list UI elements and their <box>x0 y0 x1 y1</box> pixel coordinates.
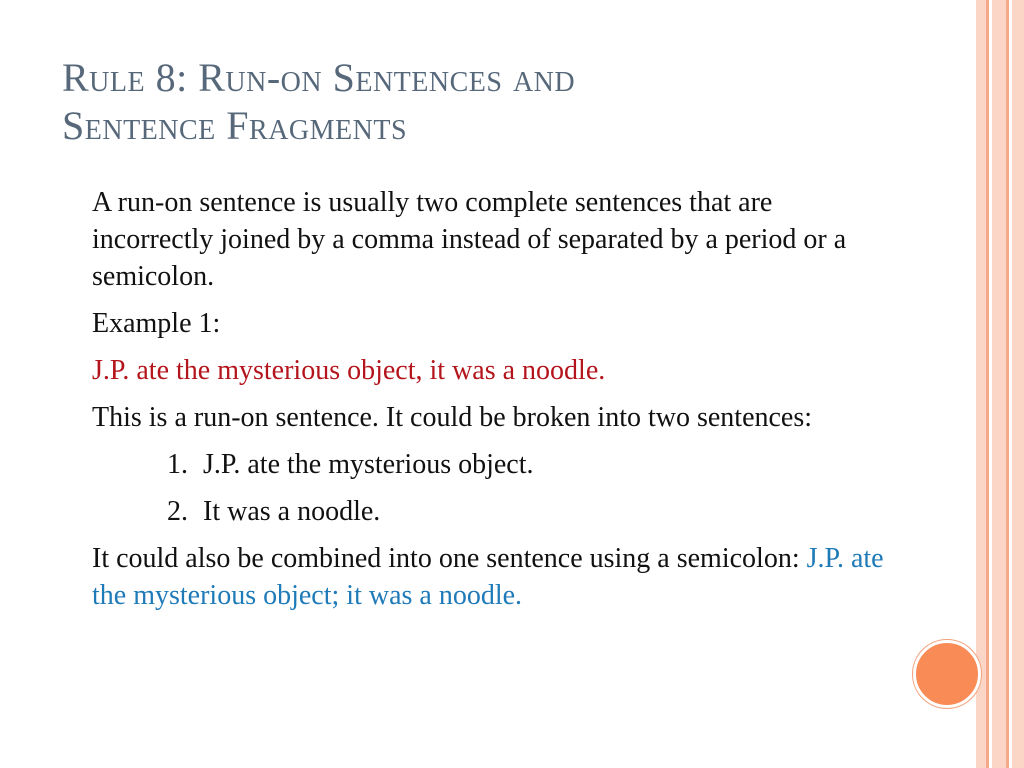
decor-circle-icon <box>913 640 981 708</box>
decor-stripe <box>976 0 986 768</box>
combined-paragraph <box>92 540 892 614</box>
list-text: It was a noodle. <box>203 496 381 527</box>
list-item <box>92 446 892 483</box>
decor-stripe <box>1012 0 1024 768</box>
list-number: 2. <box>167 496 188 527</box>
title-line-2: Sentence Fragments <box>62 103 408 148</box>
list-number: 1. <box>167 449 188 480</box>
example-label: Example 1: <box>92 308 221 339</box>
decor-stripe <box>992 0 1006 768</box>
example-sentence: J.P. ate the mysterious object, it was a noodle. <box>92 355 606 386</box>
slide-body <box>92 184 892 624</box>
combined-example: J.P. ate the mysterious object; it was a noodle. <box>92 543 884 611</box>
combined-intro: It could also be combined into one sentence using a semicolon: <box>92 543 807 574</box>
definition-text: A run-on sentence is usually two complete sentences that are incorrectly joined by a comma instead of separated by a period or a semicolon. <box>92 187 847 292</box>
decor-stripe <box>1006 0 1009 768</box>
slide-title <box>62 54 922 150</box>
explanation-text: This is a run-on sentence. It could be broken into two sentences: <box>92 402 813 433</box>
title-line-1: Rule 8: Run-on Sentences and <box>62 55 576 100</box>
list-text: J.P. ate the mysterious object. <box>203 449 534 480</box>
decor-stripe <box>986 0 989 768</box>
list-item <box>92 493 892 530</box>
